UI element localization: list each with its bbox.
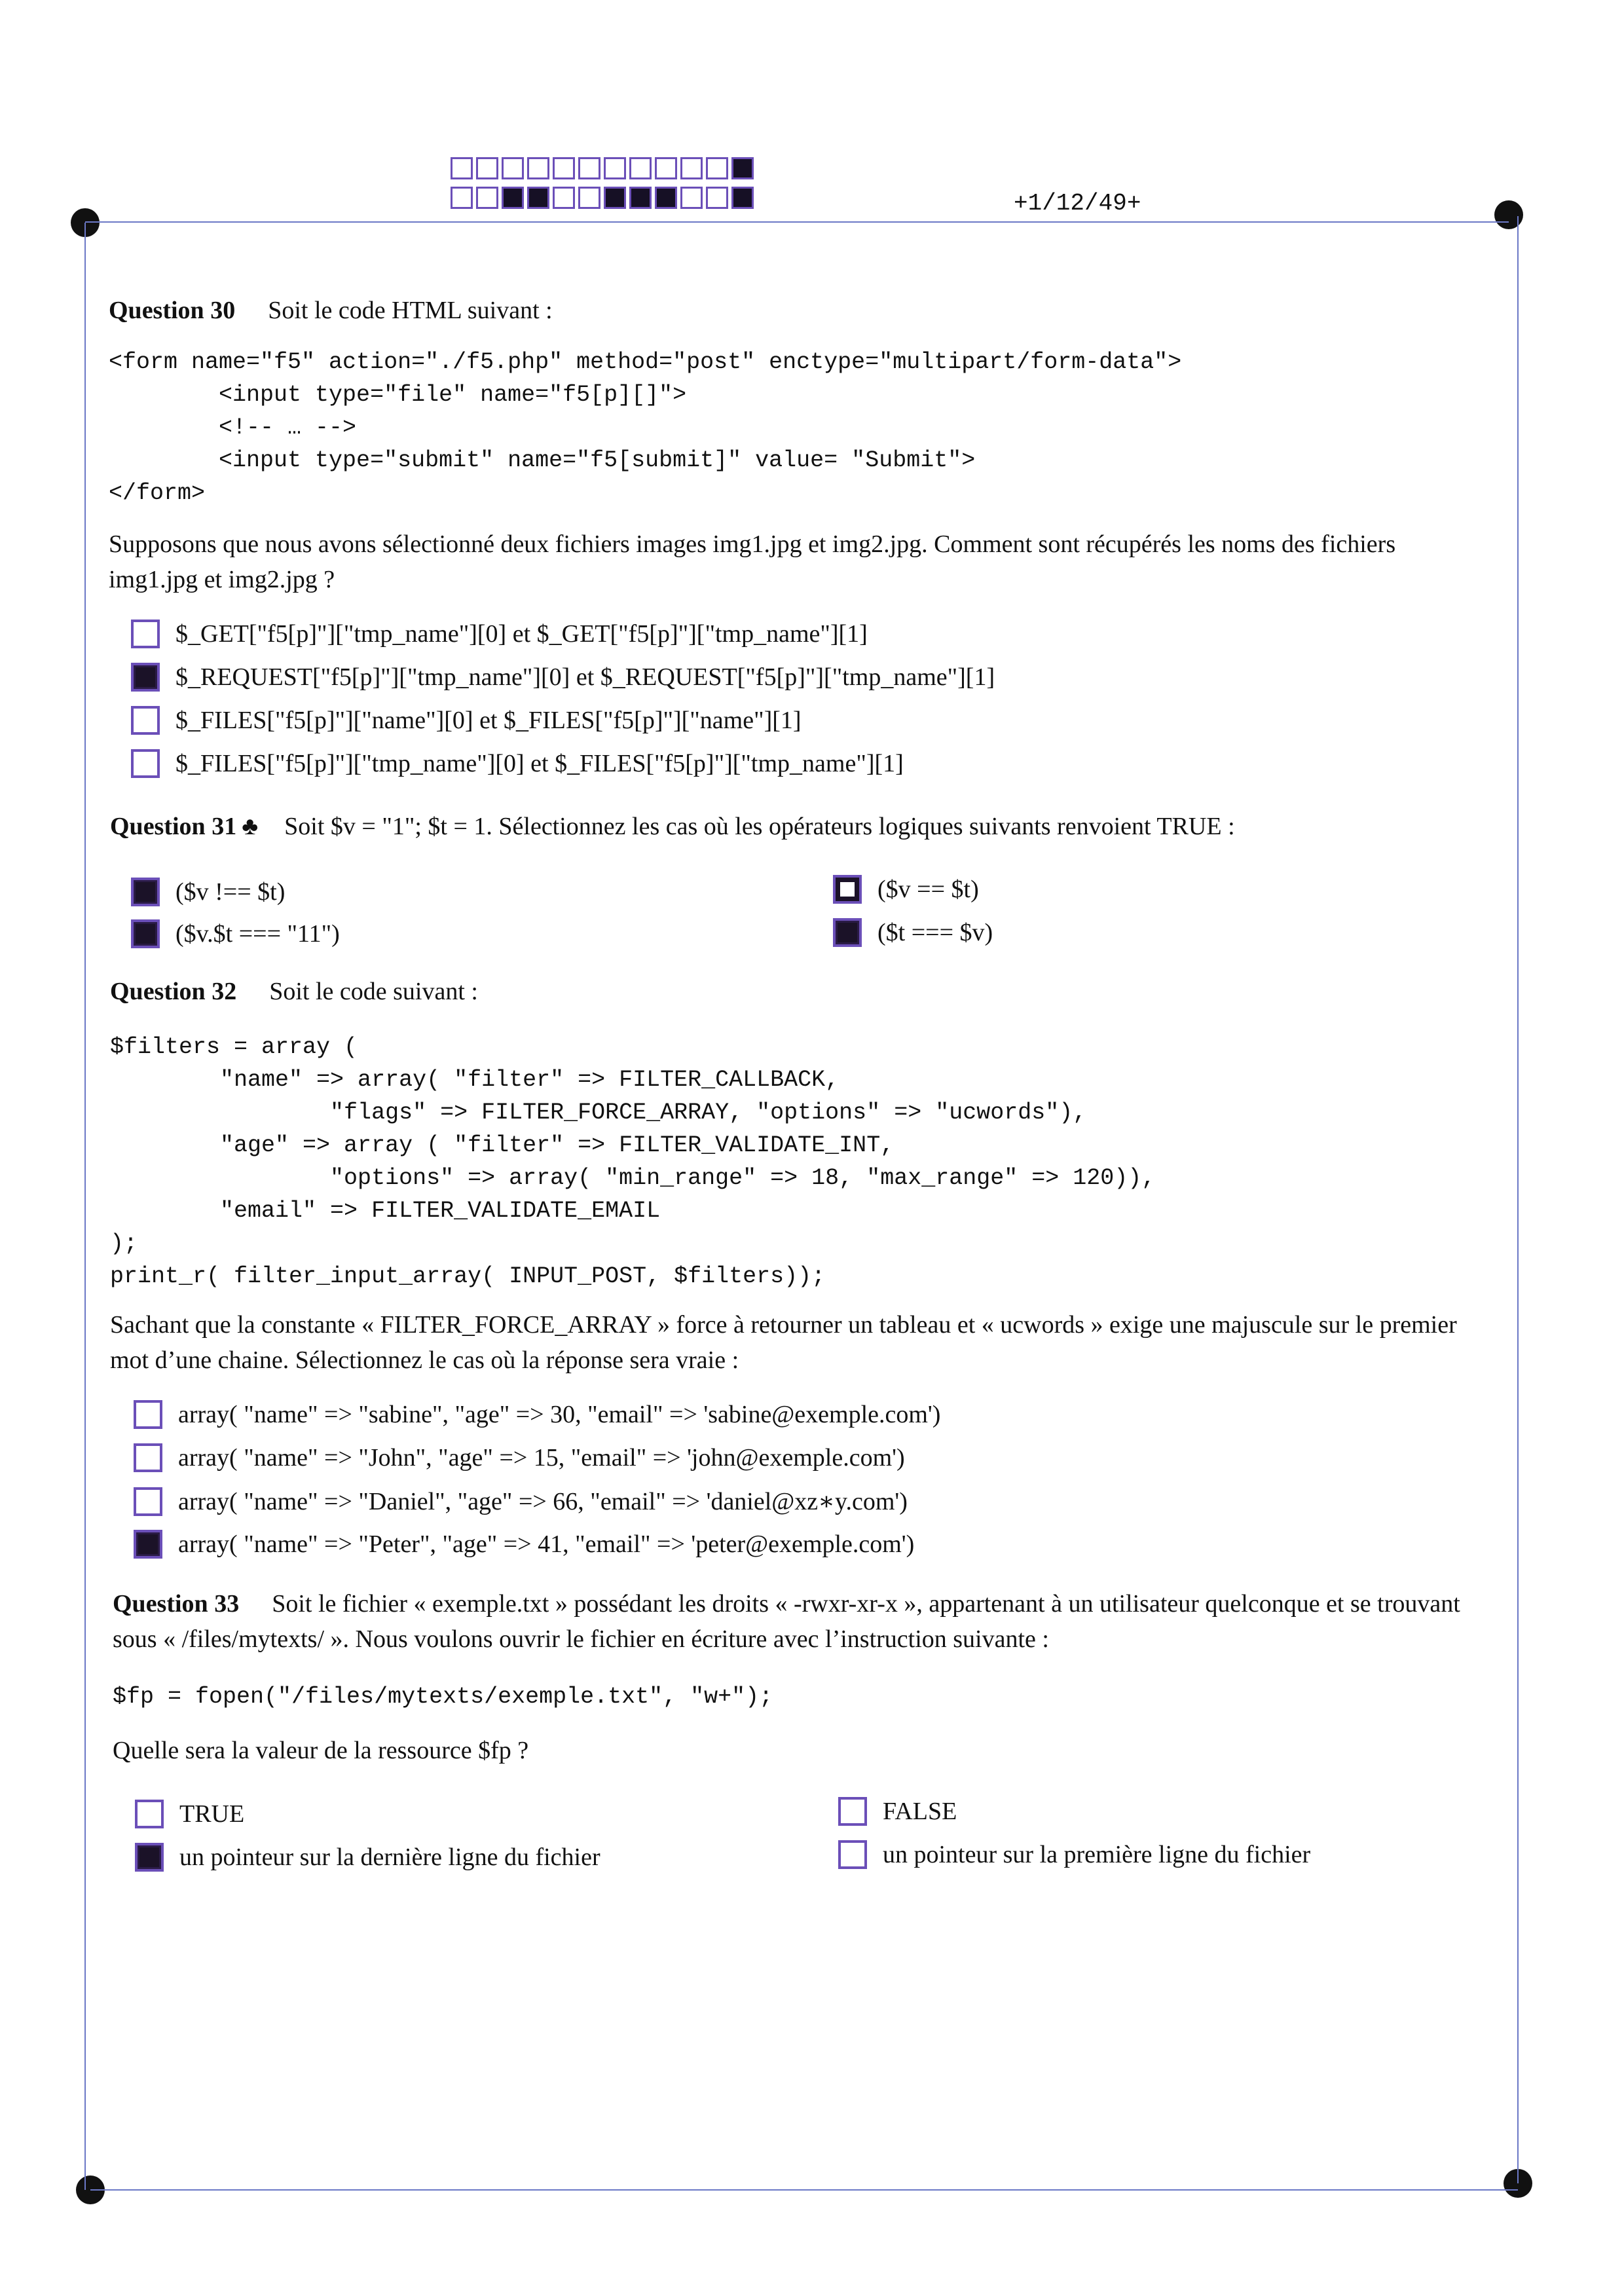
option-label: array( "name" => "Peter", "age" => 41, "email" => 'peter@exemple.com'): [178, 1530, 915, 1558]
barcode-cell: [553, 157, 575, 179]
checkbox[interactable]: [135, 1800, 164, 1828]
barcode-cell: [604, 157, 626, 179]
question-31-heading: [110, 812, 1235, 841]
answer-option[interactable]: [833, 918, 993, 947]
answer-option[interactable]: [838, 1797, 957, 1826]
question-number: Question 33: [113, 1590, 240, 1618]
php-code-line: $fp = fopen("/files/mytexts/exemple.txt", "w+");: [113, 1684, 773, 1710]
barcode-cell: [578, 187, 600, 209]
barcode-cell: [476, 187, 498, 209]
checkbox[interactable]: [134, 1443, 162, 1472]
question-30-heading: [109, 296, 553, 325]
checkbox[interactable]: [131, 706, 160, 735]
checkbox[interactable]: [131, 878, 160, 906]
question-33-heading: [113, 1586, 1498, 1657]
barcode-cell: [655, 157, 677, 179]
option-label: $_FILES["f5[p]"]["tmp_name"][0] et $_FILES["f5[p]"]["tmp_name"][1]: [175, 750, 904, 777]
option-label: ($v.$t === "11"): [175, 920, 340, 948]
barcode-cell: [451, 157, 473, 179]
question-text: Supposons que nous avons sélectionné deux fichiers images img1.jpg et img2.jpg. Comment sont récupérés les noms des fichiers img1.jpg et img2.jpg ?: [109, 530, 1396, 593]
corner-mark-top-right: [1494, 200, 1523, 229]
question-32-heading: [110, 977, 478, 1006]
answer-option[interactable]: [131, 620, 868, 648]
answer-option[interactable]: [134, 1487, 908, 1516]
html-code-block: <form name="f5" action="./f5.php" method="post" enctype="multipart/form-data"> <input type="file" name="f5[p][]"> <!-- … --> <input type="submit" name="f5[submit]" value= "Submit"> </form>: [109, 349, 1182, 506]
question-intro: Soit $v = "1"; $t = 1. Sélectionnez les cas où les opérateurs logiques suivants renvoient TRUE :: [284, 813, 1235, 840]
option-label: $_FILES["f5[p]"]["name"][0] et $_FILES["f5[p]"]["name"][1]: [175, 707, 802, 734]
barcode-cell: [629, 187, 652, 209]
barcode-cell: [680, 187, 703, 209]
option-label: array( "name" => "sabine", "age" => 30, "email" => 'sabine@exemple.com'): [178, 1401, 941, 1428]
answer-option[interactable]: [135, 1843, 600, 1872]
option-label: TRUE: [179, 1800, 245, 1828]
answer-option[interactable]: [134, 1443, 905, 1472]
barcode-cell: [578, 157, 600, 179]
option-label: FALSE: [883, 1798, 957, 1825]
php-code-block: $filters = array ( "name" => array( "filter" => FILTER_CALLBACK, "flags" => FILTER_FORCE_ARRAY, "options" => "ucwords"), "age" => array ( "filter" => FILTER_VALIDATE_INT, "options" => array( "min_range" => 18, "max_range" => 120)), "email" => FILTER_VALIDATE_EMAIL ); print_r( filter_input_array( INPUT_POST, $filters));: [110, 1034, 1156, 1289]
checkbox[interactable]: [833, 918, 862, 947]
barcode-cell: [629, 157, 652, 179]
question-text: Quelle sera la valeur de la ressource $fp ?: [113, 1737, 529, 1764]
answer-option[interactable]: [135, 1800, 244, 1828]
barcode-row-1: [451, 157, 757, 179]
question-intro: Soit le code HTML suivant :: [268, 297, 553, 324]
barcode-cell: [502, 157, 524, 179]
barcode-cell: [706, 157, 728, 179]
option-label: un pointeur sur la dernière ligne du fichier: [179, 1843, 600, 1871]
answer-option[interactable]: [134, 1530, 914, 1559]
frame-left: [84, 223, 86, 2190]
barcode-cell: [502, 187, 524, 209]
checkbox[interactable]: [131, 663, 160, 692]
frame-top: [85, 221, 1509, 223]
question-intro: Soit le fichier « exemple.txt » possédant les droits « -rwxr-xr-x », appartenant à un utilisateur quelconque et se trouvant sous « /files/mytexts/ ». Nous voulons ouvrir le fichier en écriture avec l’instruction suivante :: [113, 1590, 1460, 1653]
barcode-cell: [451, 187, 473, 209]
answer-option[interactable]: [131, 706, 802, 735]
option-label: un pointeur sur la première ligne du fichier: [883, 1841, 1311, 1868]
answer-option[interactable]: [131, 919, 340, 948]
barcode-cell: [731, 157, 754, 179]
frame-bottom: [90, 2189, 1518, 2191]
barcode-cell: [655, 187, 677, 209]
checkbox[interactable]: [131, 620, 160, 648]
checkbox[interactable]: [131, 919, 160, 948]
checkbox[interactable]: [135, 1843, 164, 1872]
answer-option[interactable]: [838, 1840, 1310, 1869]
barcode-cell: [680, 157, 703, 179]
checkbox[interactable]: [134, 1487, 162, 1516]
barcode-cell: [476, 157, 498, 179]
question-number: Question 30: [109, 297, 236, 324]
barcode-cell: [706, 187, 728, 209]
option-label: ($v == $t): [877, 876, 979, 903]
barcode-row-2: [451, 187, 757, 209]
option-label: ($t === $v): [877, 919, 993, 946]
checkbox[interactable]: [838, 1840, 867, 1869]
question-number: Question 31: [110, 813, 237, 840]
page-code: +1/12/49+: [1014, 190, 1141, 217]
option-label: array( "name" => "John", "age" => 15, "email" => 'john@exemple.com'): [178, 1444, 905, 1472]
checkbox[interactable]: [131, 749, 160, 778]
checkbox[interactable]: [134, 1530, 162, 1559]
club-icon: ♣: [242, 813, 259, 840]
barcode-cell: [731, 187, 754, 209]
checkbox[interactable]: [134, 1400, 162, 1429]
answer-option[interactable]: [131, 663, 995, 692]
checkbox[interactable]: [833, 875, 862, 904]
option-label: $_REQUEST["f5[p]"]["tmp_name"][0] et $_REQUEST["f5[p]"]["tmp_name"][1]: [175, 663, 995, 691]
option-label: ($v !== $t): [175, 878, 286, 906]
barcode-cell: [527, 187, 549, 209]
answer-option[interactable]: [134, 1400, 940, 1429]
answer-option[interactable]: [833, 875, 979, 904]
question-number: Question 32: [110, 978, 237, 1005]
question-intro: Soit le code suivant :: [269, 978, 478, 1005]
barcode-cell: [553, 187, 575, 209]
barcode-cell: [527, 157, 549, 179]
barcode-cell: [604, 187, 626, 209]
answer-option[interactable]: [131, 749, 904, 778]
frame-right: [1517, 216, 1519, 2183]
option-label: $_GET["f5[p]"]["tmp_name"][0] et $_GET["f5[p]"]["tmp_name"][1]: [175, 620, 868, 648]
answer-option[interactable]: [131, 878, 285, 906]
question-text: Sachant que la constante « FILTER_FORCE_ARRAY » force à retourner un tableau et « ucwords » exige une majuscule sur le premier mot d’une chaine. Sélectionnez le cas où la réponse sera vraie :: [110, 1311, 1457, 1374]
option-label: array( "name" => "Daniel", "age" => 66, "email" => 'daniel@xz∗y.com'): [178, 1488, 908, 1515]
checkbox[interactable]: [838, 1797, 867, 1826]
